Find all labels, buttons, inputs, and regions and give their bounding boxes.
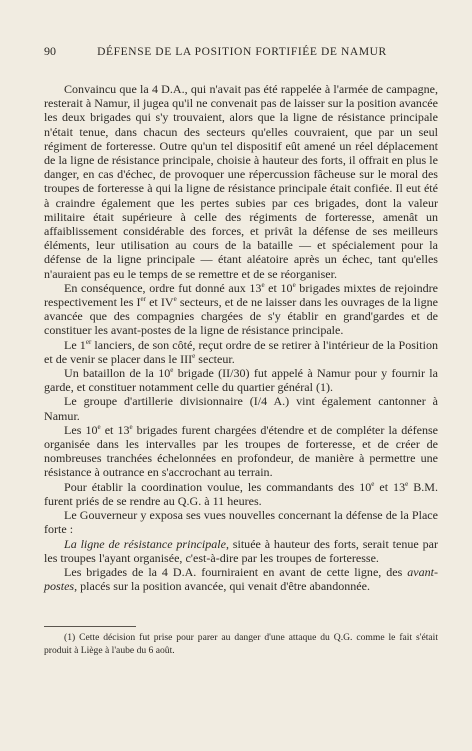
paragraph: Le 1er lanciers, de son côté, reçut ordre de se retirer à l'intérieur de la Position et de venir se placer dans le IIIe secteur. — [44, 337, 438, 366]
italic-term: avant-postes — [44, 564, 438, 594]
paragraph: Convaincu que la 4 D.A., qui n'avait pas été rappelée à l'armée de campagne, resterait à Namur, il jugea qu'il ne convenait pas de laisser sur la position avancée les deux brigades qui s'y trouvaient, alors que la ligne de résistance principale n'était tenue, dans chacun des secteurs qu'elles couvraient, que par un seul régiment de forteresse. Outre qu'un tel dispositif eût amené un réel déplacement de la ligne de résistance principale, choisie à hauteur des forts, il offrait en plus le danger, en cas d'échec, de provoquer une répercussion fâcheuse sur le moral des troupes de forteresse à qui la ligne de résistance principale était confiée. Il eut été à craindre également que les pertes subies par ces brigades, dont la valeur militaire était supérieure à celle des régiments de forteresse, amenât un affaiblissement considérable des forces, et privât la défense de ses meilleurs éléments, leur utilisation au cours de la bataille — et spécialement pour la défense de la ligne principale — étant aléatoire après un échec, tant qu'elles n'auraient pas eu le temps de se remettre et de se réorganiser. — [44, 82, 438, 281]
italic-term: La ligne de résistance principale — [64, 536, 226, 551]
footnote — [44, 632, 438, 657]
paragraph: Un bataillon de la 10e brigade (II/30) fut appelé à Namur pour y fournir la garde, et constituer notamment celle du quartier général (1). — [44, 366, 438, 395]
footnote-divider — [44, 626, 136, 627]
page-number: 90 — [44, 44, 56, 58]
paragraph: Les brigades de la 4 D.A. fourniraient en avant de cette ligne, des avant-postes, placés sur la position avancée, qui venait d'être abandonnée. — [44, 564, 438, 594]
footnote-text: (1) Cette décision fut prise pour parer au danger d'une attaque du Q.G. comme le fait s'était produit à Liège à l'aube du 6 août. — [44, 632, 438, 656]
body-text — [44, 82, 438, 593]
running-title: DÉFENSE DE LA POSITION FORTIFIÉE DE NAMUR — [97, 46, 387, 58]
paragraph: Les 10e et 13e brigades furent chargées d'étendre et de compléter la défense organisée dans les intervalles par les troupes de forteresse, et de créer de nombreuses tranchées échelonnées en profondeur, de manière à permettre une résistance à outrance en s'accrochant au terrain. — [44, 422, 439, 480]
paragraph: Le groupe d'artillerie divisionnaire (I/4 A.) vint également cantonner à Namur. — [44, 394, 438, 423]
paragraph: En conséquence, ordre fut donné aux 13e et 10e brigades mixtes de rejoindre respectivement les Ier et IVe secteurs, et de ne laisser dans les ouvrages de la ligne avancée que des compagnies chargées de s'y établir en grand'gardes et de constituer les avant-postes de la ligne de résistance principale. — [44, 280, 439, 338]
paragraph: La ligne de résistance principale, située à hauteur des forts, serait tenue par les troupes l'ayant organisée, c'est-à-dire par les troupes de forteresse. — [44, 536, 438, 565]
paragraph: Le Gouverneur y exposa ses vues nouvelles concernant la défense de la Place forte : — [44, 508, 438, 537]
paragraph: Pour établir la coordination voulue, les commandants des 10e et 13e B.M. furent priés de se rendre au Q.G. à 11 heures. — [44, 479, 438, 508]
